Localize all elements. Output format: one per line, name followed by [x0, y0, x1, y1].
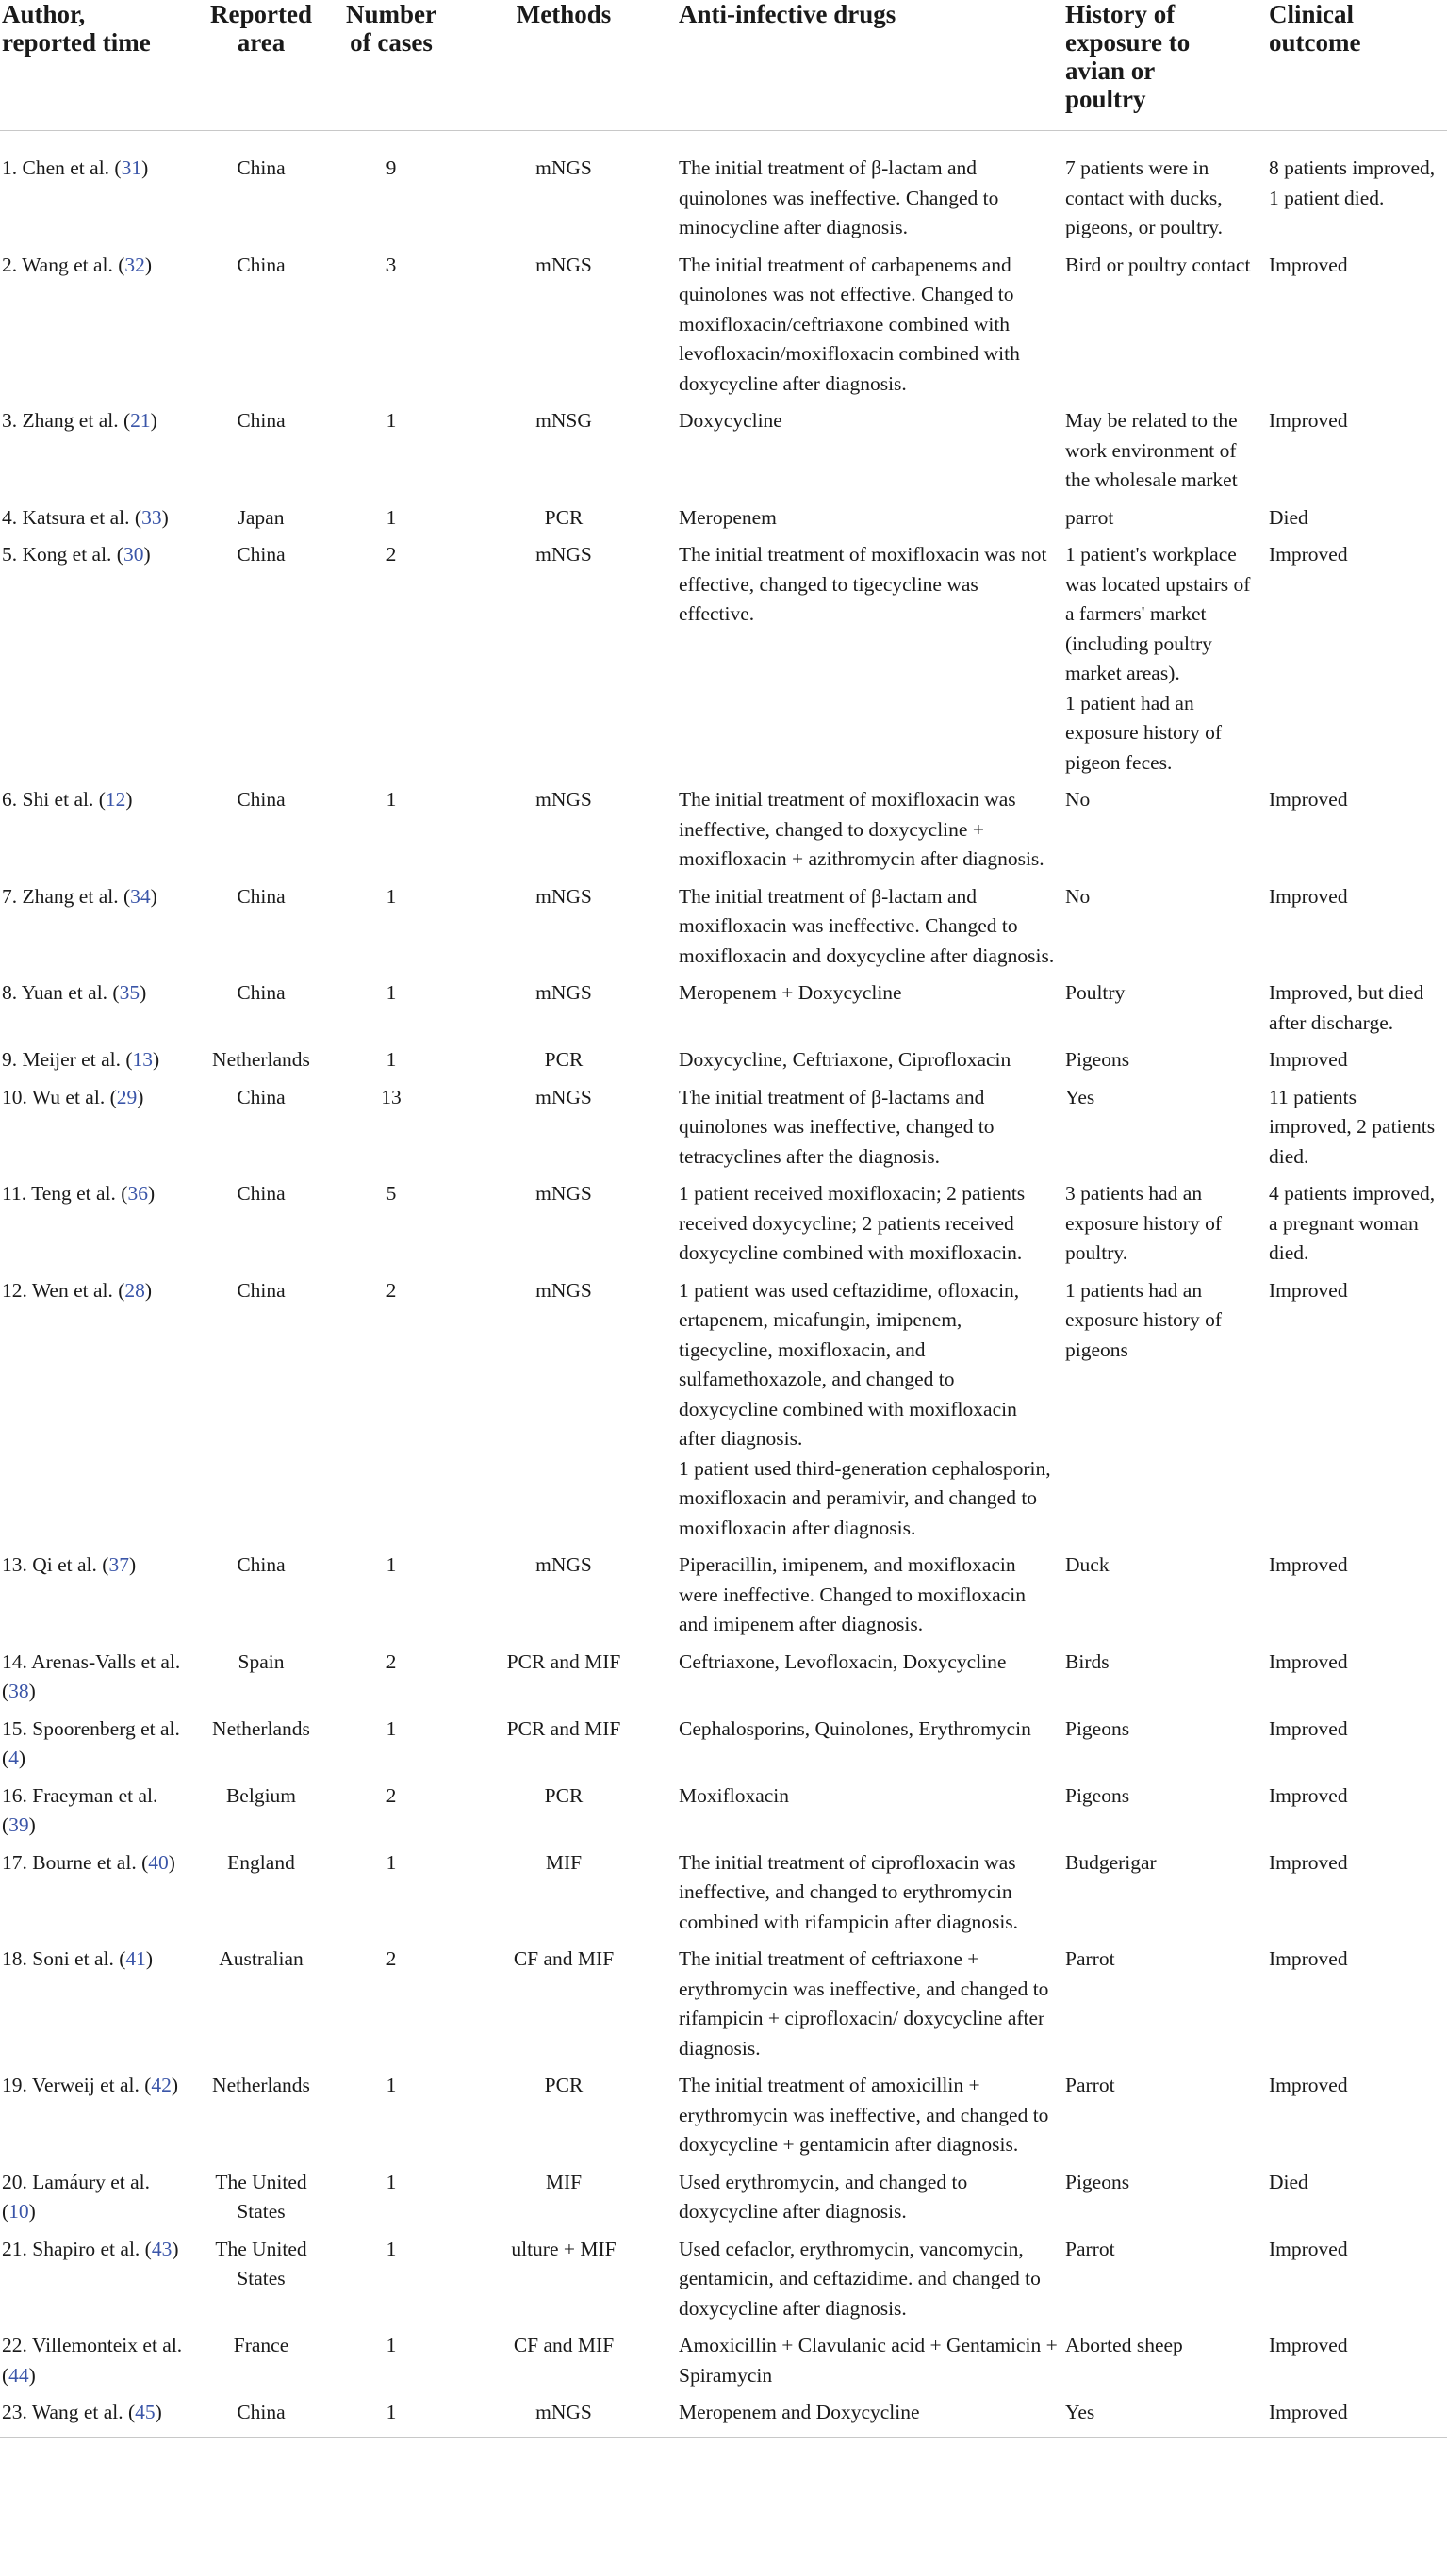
- drugs-cell: The initial treatment of moxifloxacin was not effective, changed to tigecycline was effective.: [679, 543, 1047, 625]
- author-cell: [0, 975, 194, 1042]
- exposure-cell: Parrot: [1065, 1947, 1115, 1970]
- exposure-cell: 3 patients had an exposure history of poultry.: [1065, 1182, 1222, 1264]
- cases-cell: 1: [386, 2334, 397, 2356]
- exposure-cell: Parrot: [1065, 2074, 1115, 2096]
- author-name: 7. Zhang et al. (: [2, 884, 131, 908]
- exposure-cell: Yes: [1065, 1085, 1095, 1108]
- cases-cell: 1: [386, 788, 397, 811]
- table-row: [0, 2067, 1447, 2164]
- outcome-cell: Improved: [1269, 2074, 1348, 2096]
- author-name: 3. Zhang et al. (: [2, 409, 131, 432]
- method-cell: PCR: [544, 2074, 584, 2096]
- author-name: 11. Teng et al. (: [2, 1182, 128, 1205]
- reference-link[interactable]: 12: [105, 788, 126, 811]
- cases-cell: 1: [386, 1850, 397, 1874]
- author-cell: [0, 1778, 194, 1845]
- author-paren: ): [153, 1048, 160, 1071]
- author-name: 14. Arenas-Valls et al. (: [2, 1649, 181, 1702]
- reference-link[interactable]: 34: [130, 884, 151, 908]
- cases-cell: 1: [386, 1553, 397, 1576]
- outcome-cell: Improved: [1269, 884, 1348, 908]
- table-row: [0, 247, 1447, 403]
- area-cell: England: [227, 1850, 295, 1874]
- drugs-cell: Moxifloxacin: [679, 1783, 790, 1807]
- author-paren: ): [28, 1680, 36, 1702]
- author-cell: [0, 1547, 194, 1644]
- area-cell: China: [237, 1085, 286, 1108]
- table-row: [0, 1941, 1447, 2067]
- author-cell: [0, 1711, 194, 1778]
- drugs-cell: 1 patient was used ceftazidime, ofloxacin, ertapenem, micafungin, imipenem, tigecycline, moxifloxacin, and sulfamethoxazole, and changed to doxycycline combined with moxifloxacin after diagnosis. 1 patient used third-generation cephalosporin, moxifloxacin and peramivir, and changed to moxifloxacin after diagnosis.: [679, 1278, 1051, 1539]
- author-cell: [0, 536, 194, 781]
- author-name: 4. Katsura et al. (: [2, 505, 142, 529]
- area-cell: China: [237, 253, 286, 276]
- author-name: 20. Lamáury et al. (: [2, 2170, 151, 2223]
- author-name: 2. Wang et al. (: [2, 253, 125, 276]
- drugs-cell: Used erythromycin, and changed to doxycycline after diagnosis.: [679, 2170, 968, 2223]
- reference-link[interactable]: 42: [151, 2074, 172, 2096]
- reference-link[interactable]: 40: [148, 1850, 169, 1874]
- outcome-cell: Improved: [1267, 2394, 1447, 2437]
- method-cell: PCR: [544, 1783, 584, 1807]
- exposure-cell: Poultry: [1065, 981, 1126, 1004]
- reference-link[interactable]: 38: [8, 1680, 29, 1702]
- author-name: 23. Wang et al. (: [2, 2401, 136, 2423]
- reference-link[interactable]: 31: [121, 156, 142, 179]
- exposure-cell: Pigeons: [1065, 1048, 1130, 1071]
- author-name: 10. Wu et al. (: [2, 1085, 117, 1108]
- exposure-cell: Bird or poultry contact: [1065, 253, 1251, 276]
- reference-link[interactable]: 33: [141, 505, 162, 529]
- cases-cell: 2: [386, 1649, 397, 1673]
- table-row: [0, 2394, 1447, 2437]
- author-paren: ): [141, 156, 149, 179]
- method-cell: ulture + MIF: [511, 2237, 617, 2260]
- area-cell: Netherlands: [212, 2074, 310, 2096]
- area-cell: The United States: [215, 2237, 307, 2289]
- author-paren: ): [155, 2401, 162, 2423]
- cases-cell: 1: [386, 1716, 397, 1740]
- area-cell: Australian: [219, 1947, 304, 1970]
- outcome-cell: Improved: [1269, 1850, 1348, 1874]
- area-cell: The United States: [215, 2170, 307, 2223]
- reference-link[interactable]: 13: [132, 1048, 154, 1071]
- exposure-cell: May be related to the work environment of the wholesale market: [1065, 409, 1238, 491]
- area-cell: China: [237, 788, 286, 811]
- author-cell: [0, 2164, 194, 2231]
- drugs-cell: Doxycycline: [679, 409, 782, 432]
- method-cell: mNGS: [454, 2394, 677, 2437]
- reference-link[interactable]: 36: [127, 1182, 148, 1205]
- cases-cell: 9: [386, 156, 397, 179]
- method-cell: mNGS: [535, 1553, 592, 1576]
- drugs-cell: Ceftriaxone, Levofloxacin, Doxycycline: [679, 1649, 1007, 1673]
- author-cell: [0, 1175, 194, 1272]
- method-cell: mNGS: [535, 981, 592, 1004]
- table-row: [0, 402, 1447, 500]
- author-paren: ): [125, 788, 133, 811]
- area-cell: China: [237, 1278, 286, 1302]
- method-cell: mNGS: [535, 788, 592, 811]
- area-cell: China: [194, 2394, 332, 2437]
- header-outcome: Clinical outcome: [1267, 0, 1447, 131]
- author-name: 12. Wen et al. (: [2, 1278, 125, 1302]
- drugs-cell: The initial treatment of β-lactam and moxifloxacin was ineffective. Changed to moxifloxacin and doxycycline after diagnosis.: [679, 884, 1055, 967]
- exposure-cell: Parrot: [1065, 2237, 1115, 2260]
- exposure-cell: Pigeons: [1065, 2170, 1130, 2193]
- author-name: 9. Meijer et al. (: [2, 1048, 133, 1071]
- outcome-cell: Improved: [1269, 1649, 1348, 1673]
- author-cell: [0, 1042, 194, 1079]
- author-cell: [0, 402, 194, 500]
- exposure-cell: Budgerigar: [1065, 1850, 1157, 1874]
- author-paren: ): [143, 543, 151, 566]
- outcome-cell: Improved: [1269, 409, 1348, 432]
- table-row: [0, 131, 1447, 247]
- reference-link[interactable]: 4: [8, 1747, 19, 1769]
- method-cell: PCR and MIF: [506, 1649, 621, 1673]
- method-cell: mNGS: [535, 543, 592, 566]
- author-paren: ): [140, 981, 147, 1004]
- author-paren: ): [144, 253, 153, 276]
- cases-cell: 1: [386, 409, 397, 432]
- area-cell: China: [237, 884, 286, 908]
- author-name: 15. Spoorenberg et al. (: [2, 1716, 180, 1769]
- reference-link[interactable]: 37: [108, 1553, 129, 1576]
- author-paren: ): [18, 1747, 26, 1769]
- area-cell: Netherlands: [212, 1048, 310, 1071]
- area-cell: Netherlands: [212, 1716, 310, 1740]
- exposure-cell: Pigeons: [1065, 1783, 1130, 1807]
- header-area: Reported area: [194, 0, 332, 131]
- outcome-cell: Improved: [1269, 253, 1348, 276]
- author-name: 22. Villemonteix et al. (: [2, 2334, 183, 2387]
- author-name: 5. Kong et al. (: [2, 543, 123, 566]
- area-cell: Spain: [238, 1649, 285, 1673]
- reference-link[interactable]: 30: [123, 543, 144, 566]
- author-paren: ): [28, 2200, 36, 2223]
- table-row: [0, 1547, 1447, 1644]
- author-cell: [0, 1845, 194, 1942]
- outcome-cell: Died: [1269, 2170, 1308, 2193]
- cases-cell: 1: [386, 981, 397, 1004]
- area-cell: China: [237, 1182, 286, 1205]
- method-cell: mNGS: [535, 884, 592, 908]
- author-cell: [0, 2327, 194, 2394]
- outcome-cell: Improved: [1269, 1553, 1348, 1576]
- author-paren: ): [147, 1182, 156, 1205]
- outcome-cell: Improved: [1269, 1048, 1348, 1071]
- author-cell: [0, 781, 194, 878]
- author-cell: [0, 247, 194, 403]
- table-row: [0, 1272, 1447, 1548]
- reference-link[interactable]: 39: [8, 1813, 29, 1836]
- cases-cell: 1: [386, 505, 397, 529]
- header-methods: Methods: [454, 0, 677, 131]
- cases-cell: 1: [386, 1048, 397, 1071]
- reference-link[interactable]: 32: [124, 253, 145, 276]
- table-row: [0, 1079, 1447, 1176]
- author-name: 6. Shi et al. (: [2, 788, 106, 811]
- author-cell: [0, 2067, 194, 2164]
- method-cell: mNSG: [535, 409, 592, 432]
- drugs-cell: Amoxicillin + Clavulanic acid + Gentamicin + Spiramycin: [679, 2334, 1058, 2387]
- table-row: [0, 878, 1447, 976]
- table-row: [0, 2164, 1447, 2231]
- drugs-cell: 1 patient received moxifloxacin; 2 patients received doxycycline; 2 patients received doxycycline combined with moxifloxacin.: [679, 1182, 1026, 1264]
- method-cell: mNGS: [535, 1085, 592, 1108]
- outcome-cell: Improved: [1269, 2237, 1348, 2260]
- reference-link[interactable]: 28: [124, 1278, 145, 1302]
- author-cell: [0, 1079, 194, 1176]
- drugs-cell: Doxycycline, Ceftriaxone, Ciprofloxacin: [679, 1048, 1011, 1071]
- author-paren: ): [150, 884, 157, 908]
- outcome-cell: Improved: [1269, 788, 1348, 811]
- author-cell: [0, 1272, 194, 1548]
- outcome-cell: 4 patients improved, a pregnant woman died.: [1269, 1182, 1436, 1264]
- method-cell: CF and MIF: [513, 1947, 615, 1970]
- header-exposure: History of exposure to avian or poultry: [1063, 0, 1267, 131]
- table-row: [0, 1042, 1447, 1079]
- cases-cell: 1: [386, 2170, 397, 2193]
- author-paren: ): [28, 1813, 36, 1836]
- exposure-cell: Birds: [1065, 1649, 1110, 1673]
- drugs-cell: Piperacillin, imipenem, and moxifloxacin were ineffective. Changed to moxifloxacin and imipenem after diagnosis.: [679, 1553, 1026, 1635]
- outcome-cell: Improved: [1269, 1716, 1348, 1740]
- method-cell: mNGS: [535, 156, 592, 179]
- reference-link[interactable]: 44: [8, 2363, 29, 2387]
- cases-cell: 1: [386, 2237, 397, 2260]
- drugs-cell: Meropenem and Doxycycline: [677, 2394, 1063, 2437]
- outcome-cell: Improved: [1269, 543, 1348, 566]
- cases-cell: 2: [386, 1278, 397, 1302]
- author-cell: [0, 878, 194, 976]
- reference-link[interactable]: 21: [130, 409, 151, 432]
- header-cases: Number of cases: [332, 0, 454, 131]
- cases-cell: 1: [332, 2394, 454, 2437]
- table-row: [0, 536, 1447, 781]
- author-paren: ): [168, 1850, 175, 1874]
- cases-cell: 3: [386, 253, 397, 276]
- author-paren: ): [150, 409, 157, 432]
- method-cell: mNGS: [535, 253, 592, 276]
- drugs-cell: The initial treatment of ceftriaxone + erythromycin was ineffective, and changed to rifampicin + ciprofloxacin/ doxycycline after diagnosis.: [679, 1947, 1049, 2059]
- author-paren: ): [145, 1947, 154, 1970]
- author-cell: [0, 1941, 194, 2067]
- author-name: 8. Yuan et al. (: [2, 981, 120, 1004]
- method-cell: PCR: [544, 505, 584, 529]
- method-cell: PCR: [544, 1048, 584, 1071]
- author-paren: ): [171, 2074, 179, 2096]
- outcome-cell: Died: [1269, 505, 1308, 529]
- exposure-cell: Yes: [1063, 2394, 1267, 2437]
- drugs-cell: The initial treatment of carbapenems and quinolones was not effective. Changed to moxifloxacin/ceftriaxone combined with levofloxacin/moxifloxacin combined with doxycycline after diagnosis.: [679, 253, 1020, 395]
- table-row: [0, 781, 1447, 878]
- author-cell: [0, 500, 194, 537]
- author-name: 13. Qi et al. (: [2, 1553, 109, 1576]
- reference-link[interactable]: 10: [8, 2200, 29, 2223]
- outcome-cell: Improved, but died after discharge.: [1269, 981, 1424, 1034]
- author-paren: ): [28, 2363, 36, 2387]
- cases-cell: 2: [386, 543, 397, 566]
- table-row: [0, 2231, 1447, 2328]
- author-cell: [0, 1644, 194, 1711]
- exposure-cell: No: [1065, 884, 1091, 908]
- reference-link[interactable]: 41: [125, 1947, 146, 1970]
- reference-link[interactable]: 45: [135, 2401, 156, 2423]
- cases-cell: 1: [386, 884, 397, 908]
- author-paren: ): [144, 1278, 153, 1302]
- table-row: [0, 1711, 1447, 1778]
- method-cell: mNGS: [535, 1278, 592, 1302]
- table-row: [0, 1175, 1447, 1272]
- author-name: 19. Verweij et al. (: [2, 2074, 152, 2096]
- header-drugs: Anti-infective drugs: [677, 0, 1063, 131]
- header-author: Author, reported time: [0, 0, 194, 131]
- author-paren: ): [161, 505, 169, 529]
- table-row: [0, 975, 1447, 1042]
- author-name: 17. Bourne et al. (: [2, 1850, 149, 1874]
- drugs-cell: Cephalosporins, Quinolones, Erythromycin: [679, 1716, 1031, 1740]
- exposure-cell: 7 patients were in contact with ducks, pigeons, or poultry.: [1065, 156, 1224, 238]
- reference-link[interactable]: 29: [116, 1085, 138, 1108]
- method-cell: mNGS: [535, 1182, 592, 1205]
- method-cell: MIF: [545, 1850, 583, 1874]
- cases-cell: 2: [386, 1783, 397, 1807]
- author-paren: ): [172, 2237, 179, 2260]
- exposure-cell: Aborted sheep: [1065, 2334, 1183, 2356]
- drugs-cell: The initial treatment of β-lactams and quinolones was ineffective, changed to tetracyclines after the diagnosis.: [679, 1085, 995, 1168]
- area-cell: China: [237, 409, 286, 432]
- author-name: 21. Shapiro et al. (: [2, 2237, 152, 2260]
- exposure-cell: Pigeons: [1065, 1716, 1130, 1740]
- exposure-cell: No: [1065, 788, 1091, 811]
- exposure-cell: 1 patient's workplace was located upstairs of a farmers' market (including poultry market areas). 1 patient had an exposure history of pigeon feces.: [1065, 543, 1251, 774]
- method-cell: CF and MIF: [513, 2334, 615, 2356]
- method-cell: PCR and MIF: [506, 1716, 621, 1740]
- drugs-cell: Meropenem + Doxycycline: [679, 981, 902, 1004]
- area-cell: China: [237, 543, 286, 566]
- author-paren: ): [137, 1085, 144, 1108]
- outcome-cell: Improved: [1269, 1947, 1348, 1970]
- author-paren: ): [128, 1553, 137, 1576]
- table-row: [0, 1845, 1447, 1942]
- drugs-cell: The initial treatment of β-lactam and quinolones was ineffective. Changed to minocycline after diagnosis.: [679, 156, 999, 238]
- table-row: [0, 1644, 1447, 1711]
- method-cell: MIF: [545, 2170, 583, 2193]
- area-cell: China: [237, 981, 286, 1004]
- table-row: [0, 1778, 1447, 1845]
- cases-cell: 5: [386, 1182, 397, 1205]
- table-row: [0, 500, 1447, 537]
- outcome-cell: Improved: [1269, 1783, 1348, 1807]
- outcome-cell: Improved: [1269, 2334, 1348, 2356]
- author-cell: [0, 131, 194, 247]
- area-cell: China: [237, 156, 286, 179]
- table-row: [0, 2327, 1447, 2394]
- author-name: 16. Fraeyman et al. (: [2, 1783, 158, 1836]
- drugs-cell: Meropenem: [679, 505, 777, 529]
- table-body: [0, 131, 1447, 2438]
- author-cell: [0, 2231, 194, 2328]
- outcome-cell: 11 patients improved, 2 patients died.: [1269, 1085, 1436, 1168]
- drugs-cell: The initial treatment of moxifloxacin was ineffective, changed to doxycycline + moxifloxacin + azithromycin after diagnosis.: [679, 788, 1044, 870]
- outcome-cell: Improved: [1269, 1278, 1348, 1302]
- header-row: [0, 0, 1447, 131]
- author-cell: [0, 2394, 194, 2437]
- drugs-cell: Used cefaclor, erythromycin, vancomycin, gentamicin, and ceftazidime. and changed to doxycycline after diagnosis.: [679, 2237, 1041, 2320]
- area-cell: Belgium: [225, 1783, 297, 1807]
- drugs-cell: The initial treatment of ciprofloxacin was ineffective, and changed to erythromycin combined with rifampicin after diagnosis.: [679, 1850, 1019, 1933]
- area-cell: Japan: [238, 505, 285, 529]
- cases-cell: 1: [386, 2074, 397, 2096]
- exposure-cell: Duck: [1065, 1553, 1110, 1576]
- author-name: 1. Chen et al. (: [2, 156, 122, 179]
- exposure-cell: 1 patients had an exposure history of pigeons: [1065, 1278, 1222, 1361]
- reference-link[interactable]: 35: [119, 981, 140, 1004]
- outcome-cell: 8 patients improved, 1 patient died.: [1269, 156, 1436, 209]
- reference-link[interactable]: 43: [151, 2237, 173, 2260]
- author-name: 18. Soni et al. (: [2, 1947, 126, 1970]
- area-cell: China: [237, 1553, 286, 1576]
- area-cell: France: [233, 2334, 289, 2356]
- cases-cell: 13: [381, 1085, 402, 1108]
- cases-cell: 2: [386, 1947, 397, 1970]
- exposure-cell: parrot: [1065, 505, 1114, 529]
- drugs-cell: The initial treatment of amoxicillin + erythromycin was ineffective, and changed to doxycycline + gentamicin after diagnosis.: [679, 2074, 1049, 2156]
